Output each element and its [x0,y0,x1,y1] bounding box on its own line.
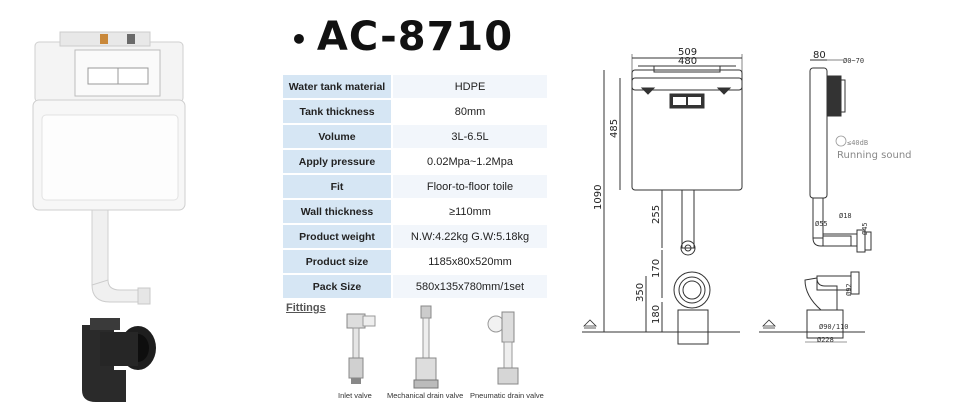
spec-row [283,274,547,299]
spec-row [283,174,547,199]
dim-label: Ø228 [817,336,834,344]
dim-label: Ø0~70 [843,57,865,65]
spec-row [283,224,547,249]
spec-key: Wall thickness [283,199,392,224]
dim-label: 509 [678,47,698,58]
dim-label: 180 [651,304,662,324]
mechanical-drain-valve-image [408,304,444,390]
spec-key: Pack Size [283,274,392,299]
spec-row [283,249,547,274]
dim-label: 480 [678,56,698,67]
product-title [290,14,513,60]
fitting-caption: Pneumatic drain valve [470,391,544,400]
spec-value: 1185x80x520mm [392,249,547,274]
spec-key: Product weight [283,224,392,249]
dim-label: Ø92 [845,283,853,296]
noise-label: Running sound [837,150,912,161]
title-text: AC-8710 [316,14,514,60]
spec-value: 80mm [392,99,547,124]
dim-label: 1090 [593,184,604,210]
spec-key: Tank thickness [283,99,392,124]
spec-value: 0.02Mpa~1.2Mpa [392,149,547,174]
bullet-icon: • [290,22,309,56]
spec-row [283,124,547,149]
spec-row [283,75,547,99]
dim-label: 80 [813,50,826,61]
spec-row [283,99,547,124]
spec-table [283,75,547,300]
noise-level: ≤40dB [847,139,869,147]
dim-label: 170 [651,258,662,278]
fittings-heading: Fittings [286,302,326,314]
inlet-valve-image [335,306,385,388]
dim-label: 485 [609,118,620,138]
spec-value: N.W:4.22kg G.W:5.18kg [392,224,547,249]
front-view-drawing [580,40,780,350]
dim-label: Ø90/110 [819,323,849,331]
dim-label: Ø45 [861,222,869,235]
fitting-caption: Mechanical drain valve [387,391,464,400]
pneumatic-drain-valve-image [484,306,524,390]
spec-key: Fit [283,174,392,199]
dim-label: Ø55 [815,220,828,228]
spec-row [283,199,547,224]
spec-key: Water tank material [283,75,392,99]
dim-label: 350 [635,282,646,302]
spec-value: Floor-to-floor toile [392,174,547,199]
side-view-drawing [755,50,955,350]
dim-label: 255 [651,204,662,224]
spec-value: ≥110mm [392,199,547,224]
fitting-caption: Inlet valve [338,391,372,400]
spec-value: HDPE [392,75,547,99]
spec-key: Apply pressure [283,149,392,174]
spec-row [283,149,547,174]
spec-key: Volume [283,124,392,149]
spec-value: 580x135x780mm/1set [392,274,547,299]
spec-value: 3L-6.5L [392,124,547,149]
dim-label: Ø18 [839,212,852,220]
spec-key: Product size [283,249,392,274]
product-photo [30,30,210,405]
